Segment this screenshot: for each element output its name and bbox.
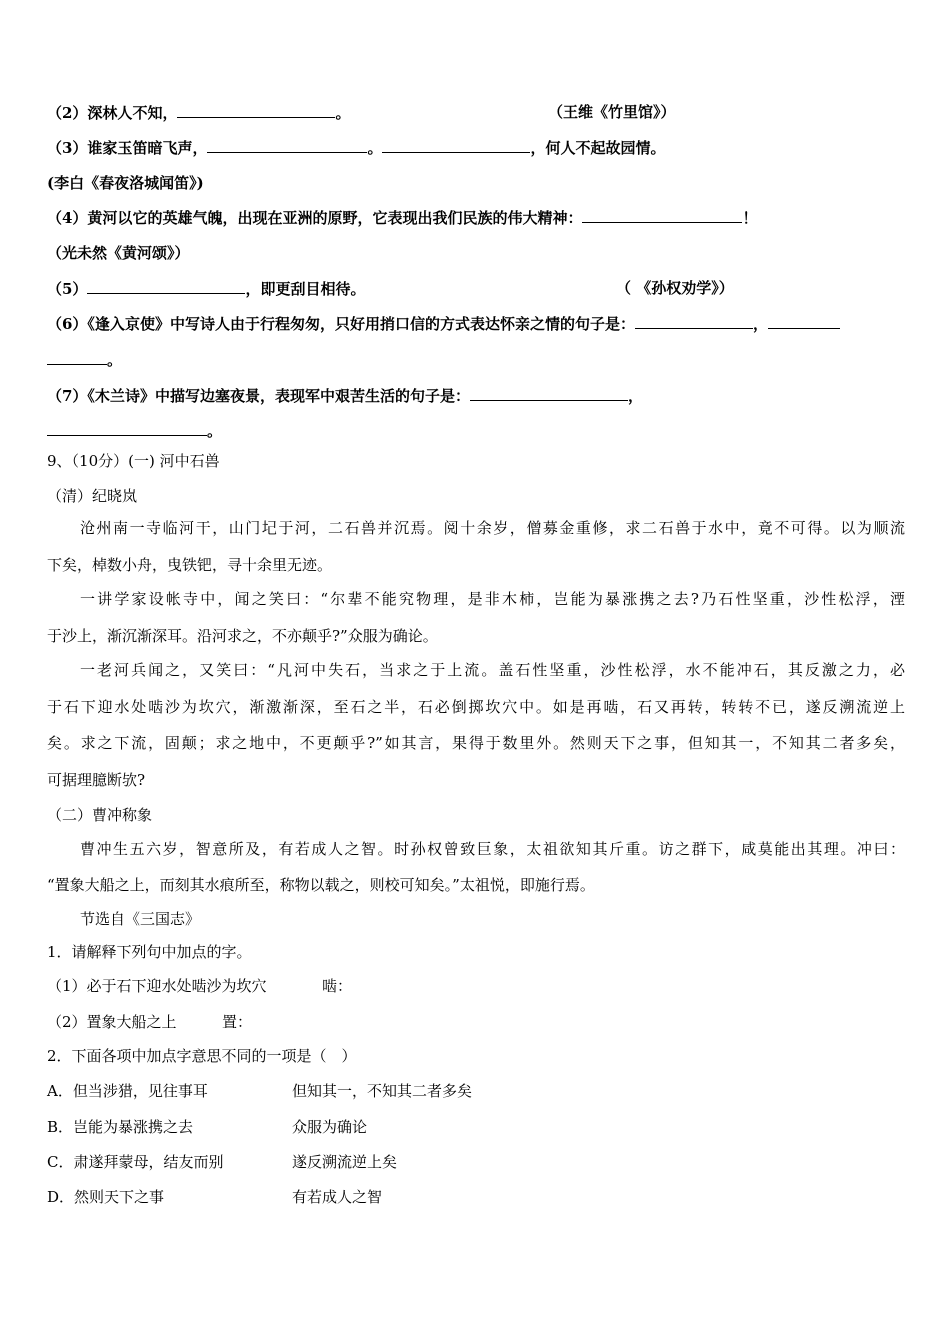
answer-blank[interactable] <box>635 313 753 329</box>
passage-line: 下矣，棹数小舟，曳铁钯，寻十余里无迹。 <box>47 556 333 574</box>
option-c[interactable]: C．肃遂拜蒙母，结友而别 <box>47 1153 224 1171</box>
q8-line-5 <box>47 278 365 299</box>
option-a[interactable]: A．但当涉猎，见往事耳 <box>47 1082 208 1100</box>
q8-line-7-cont <box>47 420 222 441</box>
passage-line: 可据理臆断欤? <box>47 771 146 789</box>
q8-7-end: 。 <box>207 422 223 440</box>
question-1-1: （1）必于石下迎水处啮沙为坎穴 <box>47 977 267 995</box>
q8-2-end: 。 <box>335 104 351 122</box>
option-a-compare: 但知其一，不知其二者多矣 <box>292 1082 473 1100</box>
question-1-2-key: 置： <box>222 1013 253 1031</box>
q8-5-end: ，即更刮目相待。 <box>245 280 366 298</box>
passage-line: 矣。求之下流，固颠；求之地中，不更颠乎?”如其言，果得于数里外。然则天下之事，但知其一，不知其二者多矣， <box>47 734 905 752</box>
q8-4-source: （光未然《黄河颂》） <box>47 244 190 262</box>
q9-subheading: （二）曹冲称象 <box>47 806 153 824</box>
q8-4-end: ！ <box>742 209 758 227</box>
q8-line-6 <box>47 313 840 334</box>
q8-line-3 <box>47 137 665 158</box>
answer-blank[interactable] <box>207 137 367 153</box>
passage-line: 于石下迎水处啮沙为坎穴，渐激渐深，至石之半，石必倒掷坎穴中。如是再啮，石又再转，转转不已，遂反溯流逆上 <box>47 698 905 716</box>
answer-blank[interactable] <box>768 313 840 329</box>
option-d-compare: 有若成人之智 <box>292 1188 383 1206</box>
q8-6-mid: ， <box>752 315 768 333</box>
answer-blank[interactable] <box>47 420 207 436</box>
q8-7-text: （7）《木兰诗》中描写边塞夜景，表现军中艰苦生活的句子是： <box>47 387 470 405</box>
answer-blank[interactable] <box>87 278 245 294</box>
question-1-1-key: 啮： <box>322 977 353 995</box>
question-1: 1．请解释下列句中加点的字。 <box>47 943 252 961</box>
q8-5-text: （5） <box>47 280 88 298</box>
passage-line: “置象大船之上，而刻其水痕所至，称物以载之，则校可知矣。”太祖悦，即施行焉。 <box>47 876 595 894</box>
option-d[interactable]: D．然则天下之事 <box>47 1188 165 1206</box>
answer-blank[interactable] <box>47 349 107 365</box>
answer-blank[interactable] <box>382 137 530 153</box>
q8-line-7 <box>47 385 643 406</box>
passage-line: 一讲学家设帐寺中，闻之笑曰：“尔辈不能究物理，是非木柿，岂能为暴涨携之去?乃石性坚重，沙性松浮，湮 <box>80 590 905 608</box>
option-c-compare: 遂反溯流逆上矣 <box>292 1153 398 1171</box>
answer-blank[interactable] <box>470 385 628 401</box>
q8-3-source: (李白《春夜洛城闻笛》) <box>47 174 204 192</box>
q8-4-text: （4）黄河以它的英雄气魄，出现在亚洲的原野，它表现出我们民族的伟大精神： <box>47 209 583 227</box>
q8-6-text: （6）《逢入京使》中写诗人由于行程匆匆，只好用捎口信的方式表达怀亲之情的句子是： <box>47 315 635 333</box>
passage-line: 沧州南一寺临河干，山门圮于河，二石兽并沉焉。阅十余岁，僧募金重修，求二石兽于水中，竟不可得。以为顺流 <box>80 519 905 537</box>
q8-line-6-cont <box>47 349 122 370</box>
q8-3-end: ，何人不起故园情。 <box>530 139 666 157</box>
option-b-compare: 众服为确论 <box>292 1118 368 1136</box>
option-b[interactable]: B．岂能为暴涨携之去 <box>47 1118 194 1136</box>
answer-blank[interactable] <box>177 102 335 118</box>
passage-line: 一老河兵闻之，又笑曰：“凡河中失石，当求之于上流。盖石性坚重，沙性松浮，水不能冲石，其反激之力，必 <box>80 661 905 679</box>
q8-5-source: （ 《孙权劝学》） <box>616 279 734 297</box>
q8-2-source: （王维《竹里馆》） <box>548 103 676 121</box>
q8-2-text: （2）深林人不知， <box>47 104 178 122</box>
question-2: 2．下面各项中加点字意思不同的一项是（ ） <box>47 1047 357 1065</box>
q9-author: （清）纪晓岚 <box>47 487 138 505</box>
q8-3-mid: 。 <box>367 139 383 157</box>
q8-line-2 <box>47 102 350 123</box>
q8-line-4 <box>47 207 757 228</box>
q8-6-end: 。 <box>107 351 123 369</box>
question-1-2: （2）置象大船之上 <box>47 1013 177 1031</box>
answer-blank[interactable] <box>582 207 742 223</box>
q8-7-mid: ， <box>627 387 643 405</box>
q9-heading: 9、（10分）(一) 河中石兽 <box>47 452 220 470</box>
passage-line: 于沙上，渐沉渐深耳。沿河求之，不亦颠乎?”众服为确论。 <box>47 627 438 645</box>
passage-source: 节选自《三国志》 <box>80 910 201 928</box>
q8-3-text: （3）谁家玉笛暗飞声， <box>47 139 208 157</box>
passage-line: 曹冲生五六岁，智意所及，有若成人之智。时孙权曾致巨象，太祖欲知其斤重。访之群下，咸莫能出其理。冲曰： <box>80 840 905 858</box>
